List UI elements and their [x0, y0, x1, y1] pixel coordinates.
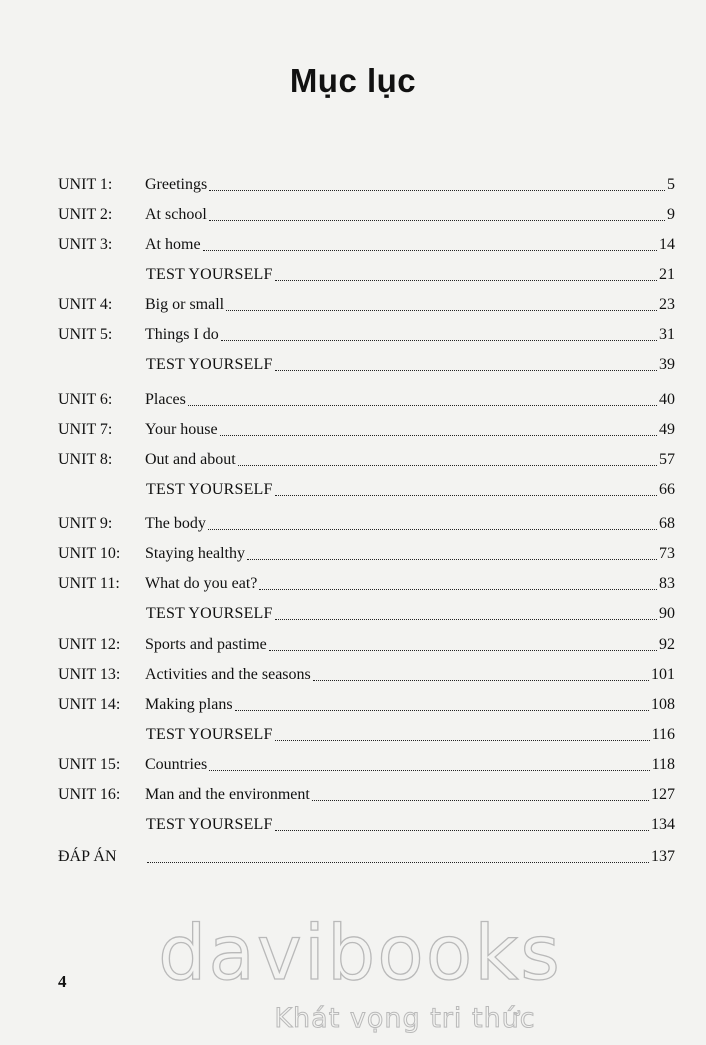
dot-leader: [226, 310, 657, 311]
dot-leader: [275, 830, 649, 831]
toc-entry: [58, 693, 675, 717]
entry-page-number: 40: [659, 391, 675, 408]
dot-leader: [238, 465, 657, 466]
watermark-brand: davibooks: [158, 908, 562, 997]
watermark-tagline: Khát vọng tri thức: [274, 1003, 536, 1034]
entry-title: Staying healthy: [145, 545, 245, 562]
toc-entry: [58, 542, 675, 566]
entry-page-number: 127: [651, 786, 675, 803]
dot-leader: [275, 740, 650, 741]
entry-title: Countries: [145, 756, 208, 773]
toc-entry: [58, 353, 675, 377]
entry-page-number: 101: [651, 666, 675, 683]
toc-entry: [58, 602, 675, 626]
unit-label: UNIT 1:: [58, 176, 113, 193]
dot-leader: [209, 220, 665, 221]
toc-entry: [58, 478, 675, 502]
entry-title: At school: [145, 206, 207, 223]
entry-title: TEST YOURSELF: [146, 726, 273, 743]
unit-label: UNIT 11:: [58, 575, 120, 592]
unit-label: UNIT 14:: [58, 696, 121, 713]
dot-leader: [208, 529, 657, 530]
unit-label: UNIT 15:: [58, 756, 121, 773]
toc-entry: [58, 293, 675, 317]
dot-leader: [275, 619, 657, 620]
toc-entry: [58, 753, 675, 777]
entry-page-number: 137: [651, 848, 675, 865]
entry-page-number: 23: [659, 296, 675, 313]
unit-label: UNIT 10:: [58, 545, 121, 562]
entry-page-number: 73: [659, 545, 675, 562]
entry-page-number: 66: [659, 481, 675, 498]
dot-leader: [220, 435, 657, 436]
entry-page-number: 68: [659, 515, 675, 532]
toc-entry: [58, 723, 675, 747]
entry-page-number: 83: [659, 575, 675, 592]
entry-title: Places: [145, 391, 186, 408]
toc-entry: [58, 572, 675, 596]
entry-title: The body: [145, 515, 206, 532]
entry-title: Big or small: [145, 296, 225, 313]
entry-page-number: 9: [667, 206, 675, 223]
dot-leader: [275, 280, 657, 281]
toc-entry: [58, 813, 675, 837]
unit-label: UNIT 4:: [58, 296, 113, 313]
toc-entry: [58, 263, 675, 287]
dot-leader: [312, 800, 649, 801]
dot-leader: [209, 770, 649, 771]
dot-leader: [221, 340, 657, 341]
toc-entry: [58, 448, 675, 472]
entry-page-number: 14: [659, 236, 675, 253]
toc-entry: [58, 323, 675, 347]
entry-title: Your house: [145, 421, 218, 438]
page-title: Mục lục: [289, 62, 417, 99]
toc-entry: [58, 418, 675, 442]
entry-page-number: 116: [651, 726, 675, 743]
entry-title: Out and about: [145, 451, 236, 468]
entry-title: Greetings: [145, 176, 208, 193]
unit-label: UNIT 8:: [58, 451, 113, 468]
toc-entry: [58, 173, 675, 197]
dot-leader: [269, 650, 657, 651]
dot-leader: [188, 405, 657, 406]
page-number: 4: [58, 972, 67, 991]
dot-leader: [313, 680, 649, 681]
entry-title: TEST YOURSELF: [146, 266, 273, 283]
dot-leader: [247, 559, 657, 560]
entry-page-number: 39: [659, 356, 675, 373]
entry-title: At home: [145, 236, 201, 253]
dot-leader: [147, 862, 649, 863]
toc-entry: [58, 633, 675, 657]
unit-label: UNIT 6:: [58, 391, 113, 408]
entry-title: Man and the environment: [145, 786, 310, 803]
entry-page-number: 5: [667, 176, 675, 193]
entry-title: Things I do: [145, 326, 219, 343]
entry-title: TEST YOURSELF: [146, 481, 273, 498]
entry-title: Sports and pastime: [145, 636, 267, 653]
unit-label: UNIT 5:: [58, 326, 113, 343]
entry-page-number: 118: [651, 756, 675, 773]
entry-page-number: 108: [651, 696, 675, 713]
dot-leader: [275, 370, 657, 371]
unit-label: UNIT 12:: [58, 636, 121, 653]
dot-leader: [235, 710, 649, 711]
toc-entry: [58, 388, 675, 412]
toc-entry: [58, 845, 675, 869]
toc-entry: [58, 203, 675, 227]
dot-leader: [259, 589, 657, 590]
dot-leader: [275, 495, 657, 496]
entry-page-number: 134: [651, 816, 675, 833]
entry-page-number: 57: [659, 451, 675, 468]
entry-title: TEST YOURSELF: [146, 605, 273, 622]
unit-label: UNIT 16:: [58, 786, 121, 803]
entry-page-number: 31: [659, 326, 675, 343]
entry-page-number: 49: [659, 421, 675, 438]
dot-leader: [203, 250, 657, 251]
unit-label: UNIT 13:: [58, 666, 121, 683]
unit-label: UNIT 9:: [58, 515, 113, 532]
entry-title: What do you eat?: [145, 575, 258, 592]
entry-page-number: 92: [659, 636, 675, 653]
entry-title: Activities and the seasons: [145, 666, 311, 683]
toc-entry: [58, 783, 675, 807]
toc-entry: [58, 233, 675, 257]
unit-label: UNIT 7:: [58, 421, 113, 438]
entry-page-number: 90: [659, 605, 675, 622]
unit-label: UNIT 3:: [58, 236, 113, 253]
dot-leader: [209, 190, 665, 191]
entry-page-number: 21: [659, 266, 675, 283]
entry-title: TEST YOURSELF: [146, 816, 273, 833]
toc-entry: [58, 663, 675, 687]
unit-label: UNIT 2:: [58, 206, 113, 223]
entry-title: Making plans: [145, 696, 233, 713]
unit-label: ĐÁP ÁN: [58, 848, 117, 865]
entry-title: TEST YOURSELF: [146, 356, 273, 373]
toc-entry: [58, 512, 675, 536]
